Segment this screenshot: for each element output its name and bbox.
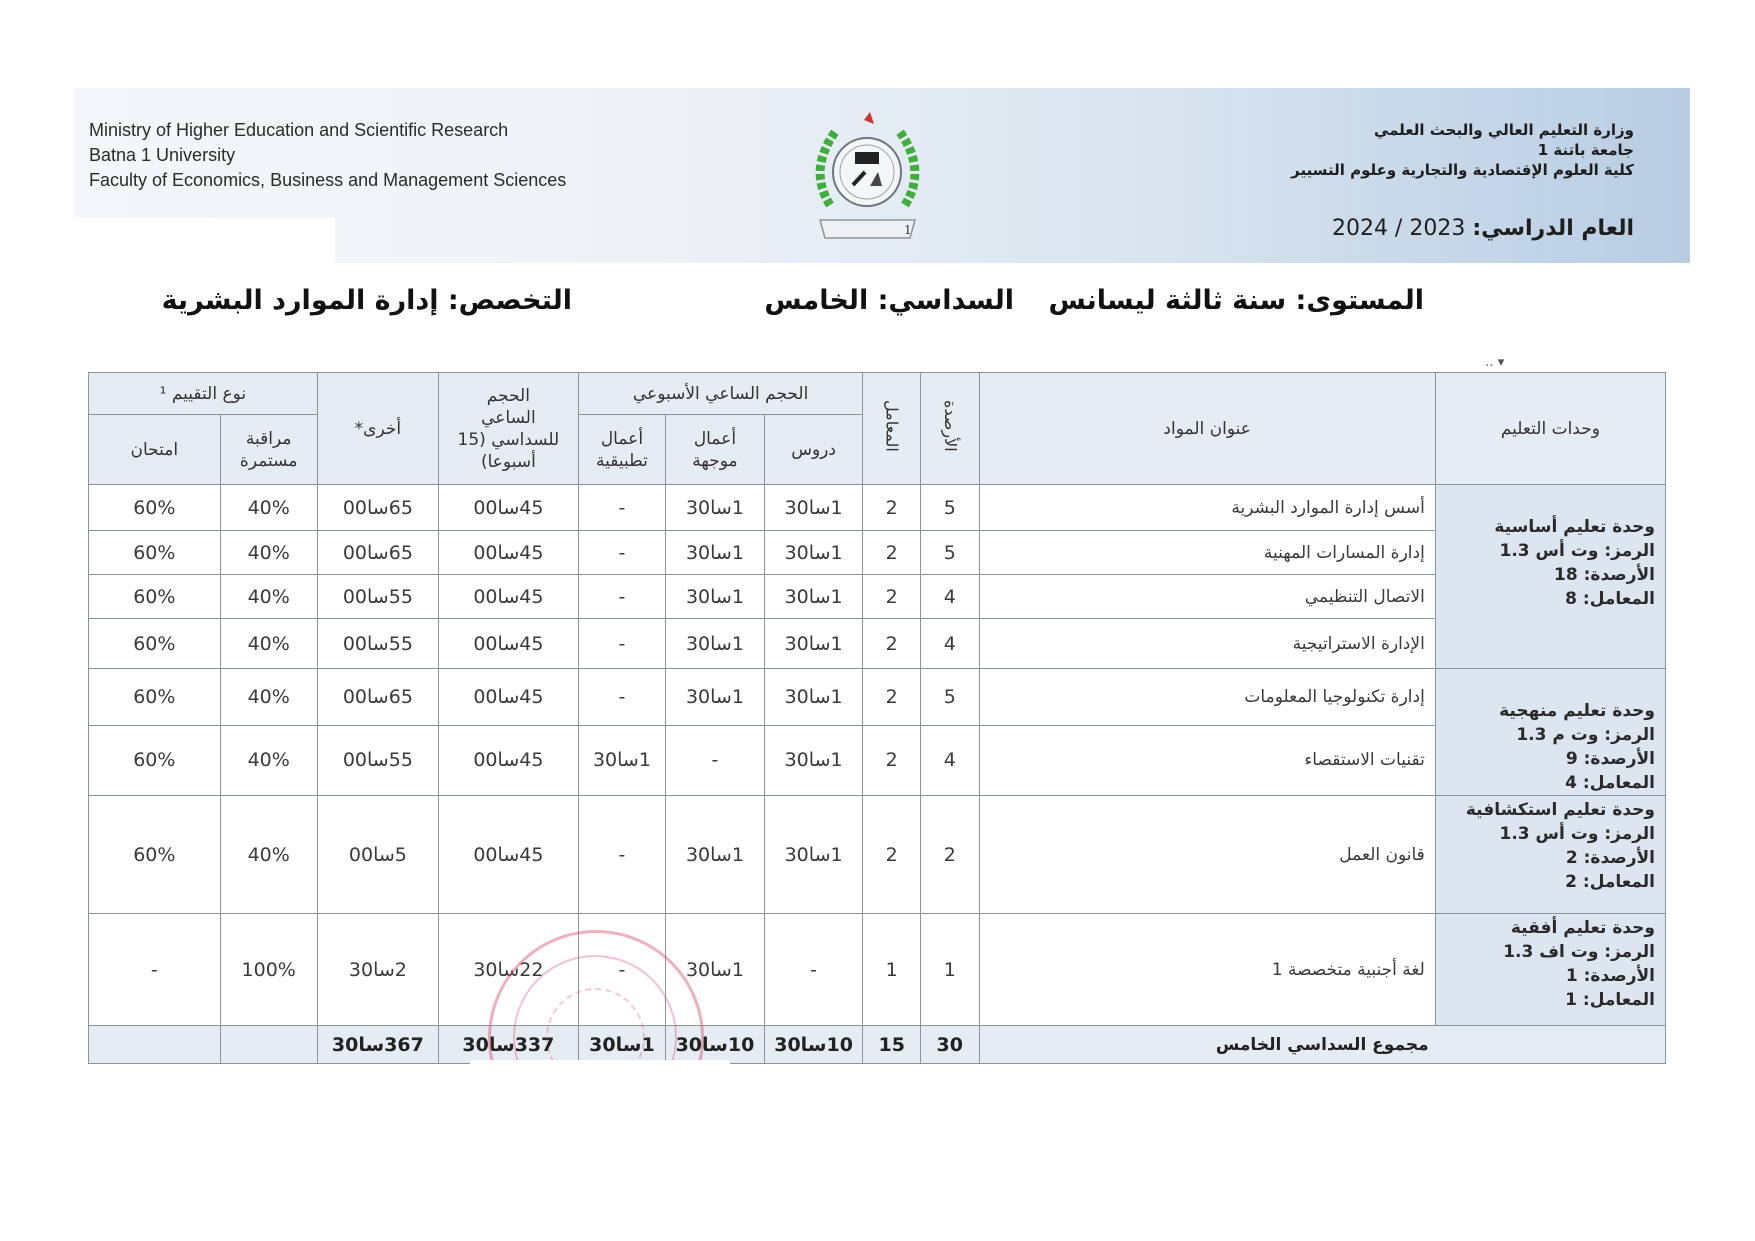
ministry-ar: وزارة التعليم العالي والبحث العلمي <box>1373 121 1634 139</box>
subject-cell: تقنيات الاستقصاء <box>979 725 1435 795</box>
practicals-cell: - <box>578 619 665 669</box>
lectures-cell: - <box>764 914 863 1026</box>
lectures-cell: 1سا30 <box>764 619 863 669</box>
university-seal-icon <box>800 110 935 250</box>
ministry-en: Ministry of Higher Education and Scientific Research <box>89 120 509 140</box>
total-continuous-cell <box>220 1026 317 1064</box>
subject-cell: إدارة تكنولوجيا المعلومات <box>979 669 1435 726</box>
practicals-cell: 1سا30 <box>578 725 665 795</box>
semester-volume-cell: 45سا00 <box>439 669 579 726</box>
academic-year <box>1332 216 1634 241</box>
col-credits: الأرصدة <box>920 373 979 485</box>
tutorials-cell: 1سا30 <box>666 485 765 531</box>
continuous-cell: 40% <box>220 485 317 531</box>
total-practicals-cell: 1سا30 <box>578 1026 665 1064</box>
practicals-cell: - <box>578 485 665 531</box>
col-semester-volume: الحجم الساعي للسداسي (15 أسبوعا) <box>439 373 579 485</box>
table-row <box>89 575 1666 619</box>
col-practicals: أعمال تطبيقية <box>578 415 665 485</box>
other-cell: 65سا00 <box>317 531 438 575</box>
coefficient-cell: 2 <box>863 531 921 575</box>
col-continuous: مراقبة مستمرة <box>220 415 317 485</box>
continuous-cell: 40% <box>220 796 317 914</box>
semester-volume-cell: 45سا00 <box>439 796 579 914</box>
other-cell: 55سا00 <box>317 725 438 795</box>
total-tutorials-cell: 10سا30 <box>666 1026 765 1064</box>
col-exam: امتحان <box>89 415 221 485</box>
table-row <box>89 619 1666 669</box>
total-coefficient-cell: 15 <box>863 1026 921 1064</box>
header-arabic <box>1291 120 1634 180</box>
other-cell: 55سا00 <box>317 575 438 619</box>
teaching-unit-line: الرمز: وت اف 1.3 <box>1503 942 1655 962</box>
lectures-cell: 1سا30 <box>764 531 863 575</box>
faculty-en: Faculty of Economics, Business and Management Sciences <box>89 170 567 190</box>
teaching-unit-line: وحدة تعليم استكشافية <box>1465 800 1655 820</box>
continuous-cell: 40% <box>220 575 317 619</box>
exam-cell: 60% <box>89 619 221 669</box>
teaching-unit-line: الرمز: وت م 1.3 <box>1516 725 1655 745</box>
teaching-unit-line: الأرصدة: 18 <box>1554 565 1655 585</box>
other-cell: 2سا30 <box>317 914 438 1026</box>
exam-cell: 60% <box>89 531 221 575</box>
teaching-unit-cell <box>1435 669 1665 796</box>
exam-cell: 60% <box>89 725 221 795</box>
teaching-unit-cell <box>1435 485 1665 669</box>
semester-volume-cell: 45سا00 <box>439 575 579 619</box>
exam-cell: 60% <box>89 669 221 726</box>
semester-volume-cell: 22سا30 <box>439 914 579 1026</box>
col-coefficient: المعامل <box>863 373 921 485</box>
level-label: المستوى: سنة ثالثة ليسانس <box>1048 285 1424 316</box>
col-tutorials: أعمال موجهة <box>666 415 765 485</box>
credits-cell: 4 <box>920 619 979 669</box>
credits-cell: 2 <box>920 796 979 914</box>
teaching-unit-line: المعامل: 1 <box>1565 990 1655 1010</box>
col-units: وحدات التعليم <box>1435 373 1665 485</box>
coefficient-cell: 2 <box>863 575 921 619</box>
semester-label: السداسي: الخامس <box>764 285 1014 316</box>
other-cell: 55سا00 <box>317 619 438 669</box>
academic-year-value: 2024 / 2023 <box>1331 216 1466 241</box>
credits-cell: 1 <box>920 914 979 1026</box>
academic-year-label: العام الدراسي: <box>1472 216 1634 241</box>
tutorials-cell: 1سا30 <box>666 531 765 575</box>
continuous-cell: 100% <box>220 914 317 1026</box>
col-evaluation: نوع التقييم ¹ <box>89 373 318 415</box>
exam-cell: 60% <box>89 485 221 531</box>
credits-cell: 5 <box>920 669 979 726</box>
practicals-cell: - <box>578 669 665 726</box>
table-row <box>89 725 1666 795</box>
lectures-cell: 1سا30 <box>764 669 863 726</box>
subject-cell: أسس إدارة الموارد البشرية <box>979 485 1435 531</box>
col-lectures: دروس <box>764 415 863 485</box>
subject-cell: قانون العمل <box>979 796 1435 914</box>
tutorials-cell: 1سا30 <box>666 575 765 619</box>
semester-volume-cell: 45سا00 <box>439 531 579 575</box>
svg-text:1: 1 <box>904 223 912 237</box>
table-row <box>89 485 1666 531</box>
teaching-unit-line: وحدة تعليم أساسية <box>1494 517 1655 537</box>
coefficient-cell: 2 <box>863 619 921 669</box>
exam-cell: 60% <box>89 796 221 914</box>
subject-cell: لغة أجنبية متخصصة 1 <box>979 914 1435 1026</box>
subject-cell: الإدارة الاستراتيجية <box>979 619 1435 669</box>
table-row <box>89 796 1666 914</box>
coefficient-cell: 2 <box>863 725 921 795</box>
teaching-unit-line: الرمز: وت أس 1.3 <box>1499 824 1655 844</box>
total-credits-cell: 30 <box>920 1026 979 1064</box>
coefficient-cell: 2 <box>863 796 921 914</box>
teaching-unit-line: وحدة تعليم منهجية <box>1499 701 1655 721</box>
continuous-cell: 40% <box>220 619 317 669</box>
practicals-cell: - <box>578 531 665 575</box>
credits-cell: 4 <box>920 725 979 795</box>
faculty-ar: كلية العلوم الإقتصادية والتجارية وعلوم التسيير <box>1291 161 1634 179</box>
teaching-unit-cell <box>1435 796 1665 914</box>
total-exam-cell <box>89 1026 221 1064</box>
total-other-cell: 367سا30 <box>317 1026 438 1064</box>
semester-volume-cell: 45سا00 <box>439 485 579 531</box>
table-row <box>89 531 1666 575</box>
teaching-unit-cell <box>1435 914 1665 1026</box>
total-row <box>89 1026 1666 1064</box>
credits-cell: 5 <box>920 485 979 531</box>
col-other: أخرى* <box>317 373 438 485</box>
header-row <box>89 373 1666 415</box>
university-en: Batna 1 University <box>89 145 236 165</box>
teaching-unit-line: الأرصدة: 2 <box>1565 848 1655 868</box>
exam-cell: - <box>89 914 221 1026</box>
practicals-cell: - <box>578 796 665 914</box>
practicals-cell: - <box>578 914 665 1026</box>
credits-cell: 4 <box>920 575 979 619</box>
other-cell: 65سا00 <box>317 669 438 726</box>
teaching-unit-line: الأرصدة: 1 <box>1565 966 1655 986</box>
specialty-label: التخصص: إدارة الموارد البشرية <box>161 285 572 316</box>
exam-cell: 60% <box>89 575 221 619</box>
subject-cell: إدارة المسارات المهنية <box>979 531 1435 575</box>
credits-cell: 5 <box>920 531 979 575</box>
practicals-cell: - <box>578 575 665 619</box>
tutorials-cell: - <box>666 725 765 795</box>
continuous-cell: 40% <box>220 669 317 726</box>
teaching-unit-line: المعامل: 2 <box>1565 872 1655 892</box>
total-label: مجموع السداسي الخامس <box>979 1026 1665 1064</box>
subject-cell: الاتصال التنظيمي <box>979 575 1435 619</box>
university-ar: جامعة باتنة 1 <box>1537 141 1634 159</box>
semester-volume-cell: 45سا00 <box>439 619 579 669</box>
teaching-unit-line: وحدة تعليم أفقية <box>1510 918 1655 938</box>
teaching-unit-line: المعامل: 8 <box>1565 589 1655 609</box>
other-cell: 65سا00 <box>317 485 438 531</box>
total-semester-volume-cell: 337سا30 <box>439 1026 579 1064</box>
other-cell: 5سا00 <box>317 796 438 914</box>
coefficient-cell: 2 <box>863 485 921 531</box>
teaching-unit-line: الرمز: وت أس 1.3 <box>1499 541 1655 561</box>
tutorials-cell: 1سا30 <box>666 796 765 914</box>
tutorials-cell: 1سا30 <box>666 619 765 669</box>
header-english <box>89 118 566 193</box>
coefficient-cell: 1 <box>863 914 921 1026</box>
total-lectures-cell: 10سا30 <box>764 1026 863 1064</box>
continuous-cell: 40% <box>220 531 317 575</box>
lectures-cell: 1سا30 <box>764 485 863 531</box>
teaching-unit-line: المعامل: 4 <box>1565 773 1655 793</box>
lectures-cell: 1سا30 <box>764 575 863 619</box>
table-row <box>89 914 1666 1026</box>
curriculum-table <box>88 372 1666 1064</box>
lectures-cell: 1سا30 <box>764 796 863 914</box>
tutorials-cell: 1سا30 <box>666 669 765 726</box>
coefficient-cell: 2 <box>863 669 921 726</box>
table-row <box>89 669 1666 726</box>
continuous-cell: 40% <box>220 725 317 795</box>
teaching-unit-line: الأرصدة: 9 <box>1565 749 1655 769</box>
col-subject: عنوان المواد <box>979 373 1435 485</box>
semester-volume-cell: 45سا00 <box>439 725 579 795</box>
tutorials-cell: 1سا30 <box>666 914 765 1026</box>
lectures-cell: 1سا30 <box>764 725 863 795</box>
col-weekly: الحجم الساعي الأسبوعي <box>578 373 863 415</box>
